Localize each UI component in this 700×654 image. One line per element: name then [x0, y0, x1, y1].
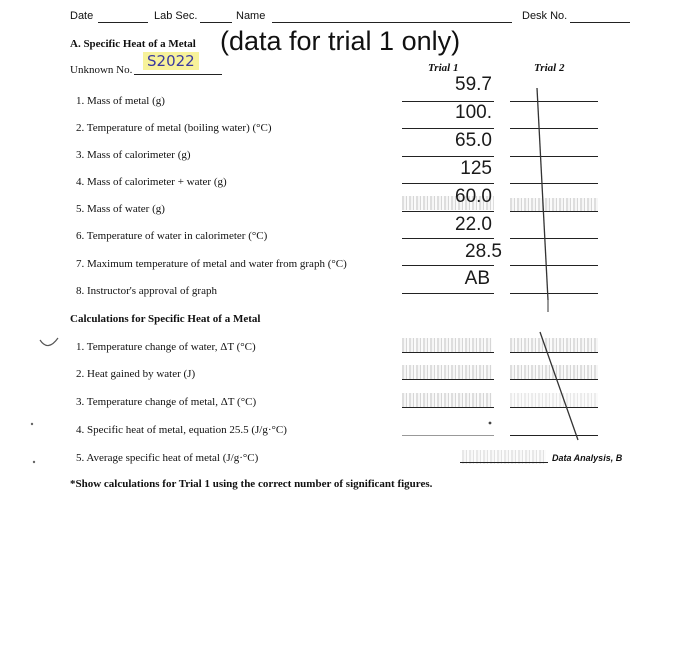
scan-dot	[33, 461, 35, 463]
lab-sec-label: Lab Sec.	[154, 10, 198, 22]
trial2-header: Trial 2	[534, 62, 565, 74]
desk-label: Desk No.	[522, 10, 568, 22]
trial1-approval: AB	[464, 268, 490, 289]
check-mark-icon	[40, 338, 58, 346]
row-label-mass-calorimeter-water: 4. Mass of calorimeter + water (g)	[76, 176, 227, 188]
unknown-label: Unknown No.	[70, 64, 133, 76]
trial1-mass-calorimeter-water: 125	[460, 158, 492, 179]
trial-note: (data for trial 1 only)	[220, 26, 461, 56]
calculations-title: Calculations for Specific Heat of a Metal	[70, 313, 261, 325]
trial1-header: Trial 1	[428, 62, 459, 74]
section-a-title: A. Specific Heat of a Metal	[70, 38, 196, 50]
footnote: *Show calculations for Trial 1 using the correct number of significant figures.	[70, 478, 433, 490]
trial2-strike-line	[537, 88, 548, 300]
name-label: Name	[236, 10, 266, 22]
date-label: Date	[70, 10, 94, 22]
calc-label-heat-gained: 2. Heat gained by water (J)	[76, 368, 196, 380]
row-label-mass-calorimeter: 3. Mass of calorimeter (g)	[76, 149, 191, 161]
unknown-value: S2022	[143, 52, 199, 70]
row-label-max-temp: 7. Maximum temperature of metal and water from graph (°C)	[76, 258, 347, 270]
calc-label-average-specific-heat: 5. Average specific heat of metal (J/g·°C)	[76, 452, 259, 464]
calc-strike-line	[540, 332, 578, 440]
calc-label-temp-change-water: 1. Temperature change of water, ΔT (°C)	[76, 341, 256, 353]
row-label-mass-metal: 1. Mass of metal (g)	[76, 95, 165, 107]
calc-label-temp-change-metal: 3. Temperature change of metal, ΔT (°C)	[76, 396, 257, 408]
trial1-mass-calorimeter: 65.0	[455, 130, 492, 151]
calc-label-specific-heat: 4. Specific heat of metal, equation 25.5 (J/g·°C)	[76, 424, 287, 436]
trial1-mass-metal: 59.7	[455, 74, 492, 95]
trial1-temp-metal: 100.	[455, 102, 492, 123]
row-label-temp-metal: 2. Temperature of metal (boiling water) (°C)	[76, 122, 272, 134]
row-label-temp-water: 6. Temperature of water in calorimeter (°C)	[76, 230, 268, 242]
scan-dot	[31, 423, 33, 425]
trial1-temp-water: 22.0	[455, 214, 492, 235]
row-label-approval: 8. Instructor's approval of graph	[76, 285, 217, 297]
trial1-mass-water: 60.0	[455, 186, 492, 207]
row-label-mass-water: 5. Mass of water (g)	[76, 203, 165, 215]
data-analysis-tag: Data Analysis, B	[552, 453, 623, 463]
scan-dot	[489, 422, 492, 425]
trial1-max-temp: 28.5	[465, 241, 502, 262]
